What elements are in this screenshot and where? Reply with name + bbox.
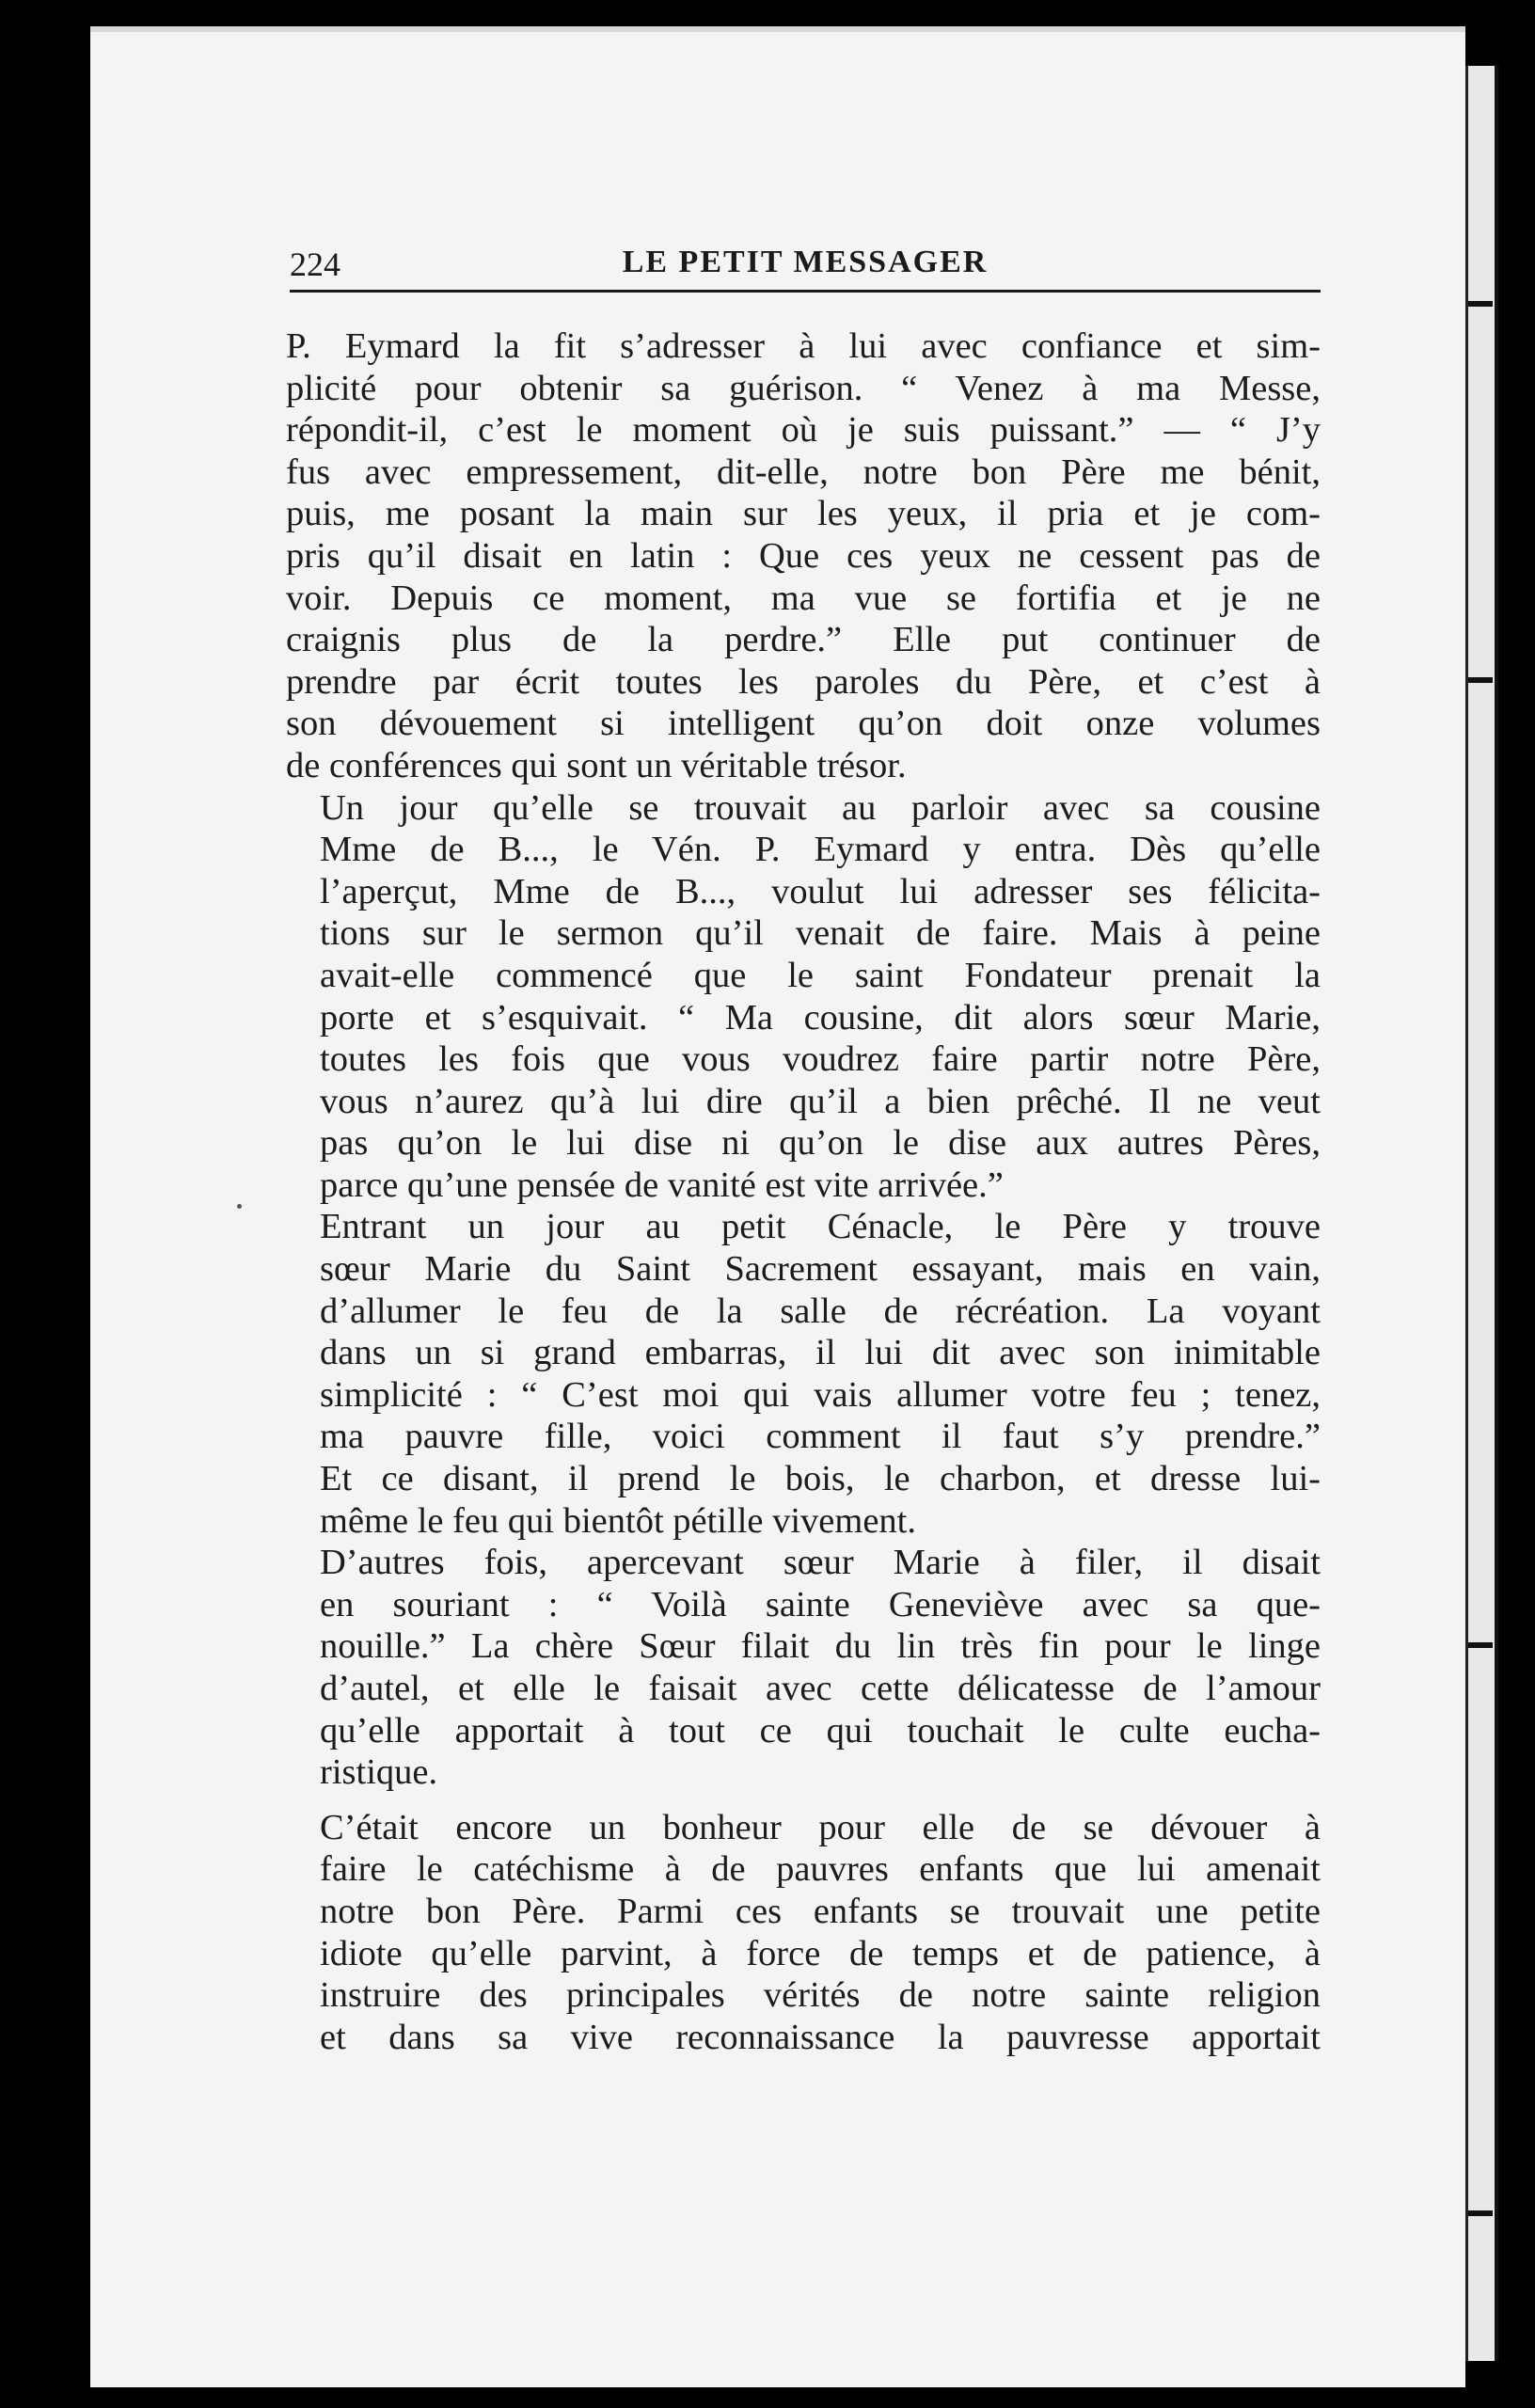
- text-line: d’allumer le feu de la salle de récréation. La voyant: [320, 1291, 1321, 1331]
- page-header: [290, 241, 1321, 293]
- text-line: pas qu’on le lui dise ni qu’on le dise aux autres Pères,: [320, 1123, 1321, 1164]
- text-line: D’autres fois, apercevant sœur Marie à filer, il disait: [320, 1543, 1321, 1583]
- text-line: dans un si grand embarras, il lui dit avec son inimitable: [320, 1333, 1321, 1373]
- text-line: Un jour qu’elle se trouvait au parloir avec sa cousine: [320, 787, 1321, 828]
- text-line: sœur Marie du Saint Sacrement essayant, mais en vain,: [320, 1249, 1321, 1290]
- text-line: tions sur le sermon qu’il venait de faire. Mais à peine: [320, 913, 1321, 954]
- scan-speck: [237, 1204, 242, 1209]
- text-line: en souriant : “ Voilà sainte Geneviève avec sa que-: [320, 1584, 1321, 1624]
- text-line: instruire des principales vérités de notre sainte religion: [320, 1975, 1321, 2016]
- paragraph: [286, 1206, 1321, 1542]
- text-line: C’était encore un bonheur pour elle de se dévouer à: [320, 1807, 1321, 1847]
- text-line: même le feu qui bientôt pétille vivement.: [320, 1500, 916, 1541]
- text-line: simplicité : “ C’est moi qui vais allumer votre feu ; tenez,: [320, 1374, 1321, 1415]
- facing-page-edge: [1465, 66, 1498, 2361]
- edge-mark: [1468, 677, 1493, 683]
- text-line: puis, me posant la main sur les yeux, il pria et je com-: [286, 494, 1321, 534]
- text-line: qu’elle apportait à tout ce qui touchait le culte eucha-: [320, 1710, 1321, 1751]
- text-line: ristique.: [320, 1752, 438, 1793]
- text-line: craignis plus de la perdre.” Elle put continuer de: [286, 620, 1321, 660]
- paragraph: [286, 1542, 1321, 1794]
- text-line: pris qu’il disait en latin : Que ces yeux ne cessent pas de: [286, 535, 1321, 576]
- paragraph: [286, 787, 1321, 1207]
- text-line: son dévouement si intelligent qu’on doit onze volumes: [286, 704, 1321, 744]
- paragraph: [286, 325, 1321, 787]
- text-line: porte et s’esquivait. “ Ma cousine, dit alors sœur Marie,: [320, 997, 1321, 1038]
- text-line: Mme de B..., le Vén. P. Eymard y entra. Dès qu’elle: [320, 830, 1321, 870]
- page-number: 224: [290, 246, 340, 283]
- text-line: avait-elle commencé que le saint Fondateur prenait la: [320, 955, 1321, 995]
- text-line: Et ce disant, il prend le bois, le charbon, et dresse lui-: [320, 1459, 1321, 1499]
- paragraph: [286, 1807, 1321, 2059]
- text-line: notre bon Père. Parmi ces enfants se trouvait une petite: [320, 1891, 1321, 1931]
- text-line: Entrant un jour au petit Cénacle, le Père y trouve: [320, 1207, 1321, 1247]
- body-text: [286, 325, 1321, 2058]
- running-title: LE PETIT MESSAGER: [622, 245, 989, 279]
- text-line: d’autel, et elle le faisait avec cette délicatesse de l’amour: [320, 1669, 1321, 1708]
- text-line: nouille.” La chère Sœur filait du lin très fin pour le linge: [320, 1626, 1321, 1667]
- text-line: prendre par écrit toutes les paroles du Père, et c’est à: [286, 661, 1321, 702]
- text-line: l’aperçut, Mme de B..., voulut lui adresser ses félicita-: [320, 871, 1321, 911]
- text-line: et dans sa vive reconnaissance la pauvresse apportait: [320, 2017, 1321, 2057]
- text-line: P. Eymard la fit s’adresser à lui avec confiance et sim-: [286, 326, 1321, 366]
- edge-mark: [1468, 2210, 1493, 2216]
- text-line: fus avec empressement, dit-elle, notre bon Père me bénit,: [286, 452, 1321, 492]
- edge-mark: [1468, 1642, 1493, 1648]
- text-line: de conférences qui sont un véritable trésor.: [286, 745, 907, 785]
- text-line: toutes les fois que vous voudrez faire partir notre Père,: [320, 1039, 1321, 1080]
- text-line: voir. Depuis ce moment, ma vue se fortifia et je ne: [286, 578, 1321, 618]
- text-line: parce qu’une pensée de vanité est vite arrivée.”: [320, 1164, 1004, 1205]
- text-line: idiote qu’elle parvint, à force de temps et de patience, à: [320, 1933, 1321, 1973]
- text-line: répondit-il, c’est le moment où je suis puissant.” — “ J’y: [286, 410, 1321, 451]
- text-line: faire le catéchisme à de pauvres enfants que lui amenait: [320, 1849, 1321, 1890]
- text-line: ma pauvre fille, voici comment il faut s’y prendre.”: [320, 1417, 1321, 1457]
- text-line: plicité pour obtenir sa guérison. “ Venez à ma Messe,: [286, 368, 1321, 408]
- text-line: vous n’aurez qu’à lui dire qu’il a bien prêché. Il ne veut: [320, 1081, 1321, 1121]
- edge-mark: [1468, 301, 1493, 307]
